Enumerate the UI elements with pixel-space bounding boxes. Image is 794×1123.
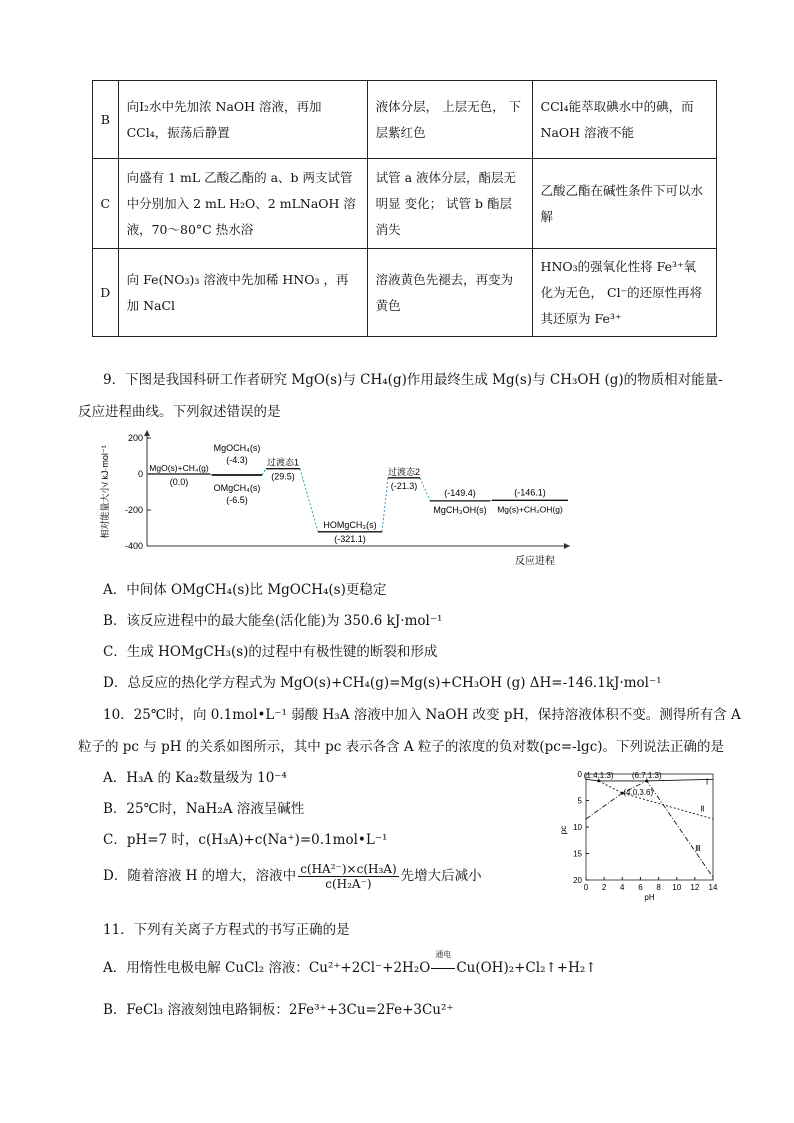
energy-state-name: Mg(s)+CH₃OH(g) — [497, 504, 563, 515]
energy-connector — [420, 478, 430, 501]
x-tick-label: 2 — [601, 883, 607, 892]
energy-value-label: (-21.3) — [390, 480, 418, 491]
x-axis-label: pH — [644, 893, 655, 902]
pc-annotation: (6.7,1.3) — [631, 770, 662, 780]
pc-ph-chart — [558, 760, 726, 920]
q10-option-a: A．H₃A 的 Ka₂数量级为 10⁻⁴ — [103, 770, 287, 786]
q9-stem-line2: 反应进程曲线。下列叙述错误的是 — [78, 404, 281, 420]
fraction-denominator: c(H₂A⁻) — [325, 877, 372, 891]
conclusion-cell: HNO₃的强氧化性将 Fe³⁺氧化为无色， Cl⁻的还原性再将其还原为 Fe³⁺ — [532, 249, 716, 337]
operation-cell: 向盛有 1 mL 乙酸乙酯的 a、b 两支试管中分别加入 2 mL H₂O、2 mLNaOH 溶液，70～80°C 热水浴 — [118, 159, 367, 249]
fraction — [298, 862, 398, 891]
energy-value-label: (29.5) — [271, 471, 295, 482]
conclusion-cell: CCl₄能萃取碘水中的碘，而 NaOH 溶液不能 — [532, 81, 716, 159]
table-row — [93, 159, 717, 249]
conclusion-cell: 乙酸乙酯在碱性条件下可以水解 — [532, 159, 716, 249]
experiment-table — [92, 80, 717, 337]
q9-stem-line1: 9．下图是我国科研工作者研究 MgO(s)与 CH₄(g)作用最终生成 Mg(s)与 CH₃OH (g)的物质相对能量- — [103, 372, 723, 388]
q10-option-d-post: 先增大后减小 — [400, 868, 482, 884]
x-axis-label: 反应进程 — [515, 556, 555, 567]
x-tick-label: 4 — [620, 883, 625, 892]
table-row — [93, 81, 717, 159]
energy-state-name: HOMgCH₃(s) — [323, 519, 377, 530]
q9-option-a: A．中间体 OMgCH₄(s)比 MgOCH₄(s)更稳定 — [103, 582, 387, 598]
q11-option-a-post: Cu(OH)₂+Cl₂↑+H₂↑ — [456, 960, 597, 976]
x-tick-label: 14 — [708, 883, 718, 892]
row-label: D — [93, 249, 119, 337]
q9-option-c: C．生成 HOMgCH₃(s)的过程中有极性键的断裂和形成 — [103, 644, 438, 660]
energy-value-label: (-146.1) — [514, 487, 546, 498]
energy-state-name: MgO(s)+CH₄(g) — [149, 463, 209, 473]
pc-series-label: Ⅰ — [705, 777, 709, 787]
energy-state-name: OMgCH₄(s) — [213, 483, 261, 494]
q9-option-b: B．该反应进程中的最大能垒(活化能)为 350.6 kJ·mol⁻¹ — [103, 613, 443, 629]
energy-state-name: 过渡态1 — [266, 457, 300, 468]
y-tick-label: 0 — [577, 770, 582, 779]
pc-series-label: Ⅲ — [695, 844, 701, 854]
x-tick-label: 10 — [672, 883, 682, 892]
y-tick-label: -400 — [124, 541, 143, 551]
phenomenon-cell: 试管 a 液体分层，酯层无明显 变化； 试管 b 酯层消失 — [367, 159, 532, 249]
row-label: C — [93, 159, 119, 249]
q11-option-b: B．FeCl₃ 溶液刻蚀电路铜板：2Fe³⁺+3Cu=2Fe+3Cu²⁺ — [103, 1002, 454, 1018]
energy-connector — [262, 469, 266, 475]
q11-stem: 11．下列有关离子方程式的书写正确的是 — [103, 922, 350, 938]
q9-option-d: D．总反应的热化学方程式为 MgO(s)+CH₄(g)=Mg(s)+CH₃OH (g) ΔH=-146.1kJ·mol⁻¹ — [103, 675, 662, 691]
energy-value-label: (-6.5) — [226, 495, 248, 506]
energy-value-label: (0.0) — [169, 477, 189, 487]
electrolysis-condition: 通电 — [435, 950, 452, 959]
energy-state-name: 过渡态2 — [387, 466, 421, 477]
q11-option-a — [103, 950, 597, 976]
q10-option-c: C．pH=7 时，c(H₃A)+c(Na⁺)=0.1mol•L⁻¹ — [103, 832, 388, 848]
energy-state-name: MgCH₃OH(s) — [433, 504, 487, 515]
pc-annotation: (1.4,1.3) — [583, 770, 614, 780]
energy-connector — [382, 478, 388, 532]
energy-profile-chart — [100, 428, 575, 570]
y-tick-label: 5 — [577, 796, 582, 806]
y-axis-label: 相对能量大小/ kJ·mol⁻¹ — [100, 445, 110, 539]
y-tick-label: 10 — [573, 823, 582, 832]
operation-cell: 向I₂水中先加浓 NaOH 溶液，再加 CCl₄，振荡后静置 — [118, 81, 367, 159]
energy-state-name: MgOCH₄(s) — [213, 442, 261, 453]
y-axis-label: pc — [559, 825, 568, 835]
y-tick-label: 20 — [573, 876, 582, 885]
energy-connector — [490, 500, 492, 501]
q10-option-b: B．25℃时，NaH₂A 溶液呈碱性 — [103, 801, 305, 817]
pc-series-line — [599, 781, 713, 819]
energy-value-label: (-4.3) — [226, 454, 248, 465]
energy-connector — [300, 469, 318, 532]
y-tick-label: 200 — [127, 433, 143, 443]
x-tick-label: 0 — [583, 883, 589, 892]
q10-option-d — [103, 862, 482, 891]
x-tick-label: 6 — [638, 883, 643, 892]
q10-option-d-pre: D．随着溶液 H 的增大，溶液中 — [103, 868, 297, 884]
x-tick-label: 12 — [690, 883, 700, 892]
row-label: B — [93, 81, 119, 159]
q10-stem-line1: 10．25℃时，向 0.1mol•L⁻¹ 弱酸 H₃A 溶液中加入 NaOH 改变 pH，保持溶液体积不变。测得所有含 A — [103, 707, 741, 723]
y-tick-label: -200 — [124, 505, 143, 515]
electrolysis-arrow — [430, 950, 456, 976]
fraction-numerator: c(HA²⁻)×c(H₃A) — [300, 862, 397, 876]
energy-value-label: (-149.4) — [444, 487, 476, 498]
q10-stem-line2: 粒子的 pc 与 pH 的关系如图所示，其中 pc 表示各含 A 粒子的浓度的负对数(pc=-lgc)。下列说法正确的是 — [78, 739, 725, 755]
energy-value-label: (-321.1) — [334, 533, 366, 544]
x-tick-label: 8 — [656, 883, 661, 892]
phenomenon-cell: 溶液黄色先褪去，再变为黄色 — [367, 249, 532, 337]
pc-series-label: Ⅱ — [700, 804, 705, 814]
q11-option-a-pre: A．用惰性电极电解 CuCl₂ 溶液：Cu²⁺+2Cl⁻+2H₂O — [103, 960, 431, 976]
y-tick-label: 15 — [573, 849, 582, 859]
y-axis-arrow — [144, 430, 150, 436]
phenomenon-cell: 液体分层， 上层无色， 下层紫红色 — [367, 81, 532, 159]
x-axis-arrow — [564, 543, 570, 549]
y-tick-label: 0 — [137, 469, 143, 479]
operation-cell: 向 Fe(NO₃)₃ 溶液中先加稀 HNO₃ ，再加 NaCl — [118, 249, 367, 337]
table-row — [93, 249, 717, 337]
pc-annotation: (4.0,3.6) — [623, 788, 654, 798]
